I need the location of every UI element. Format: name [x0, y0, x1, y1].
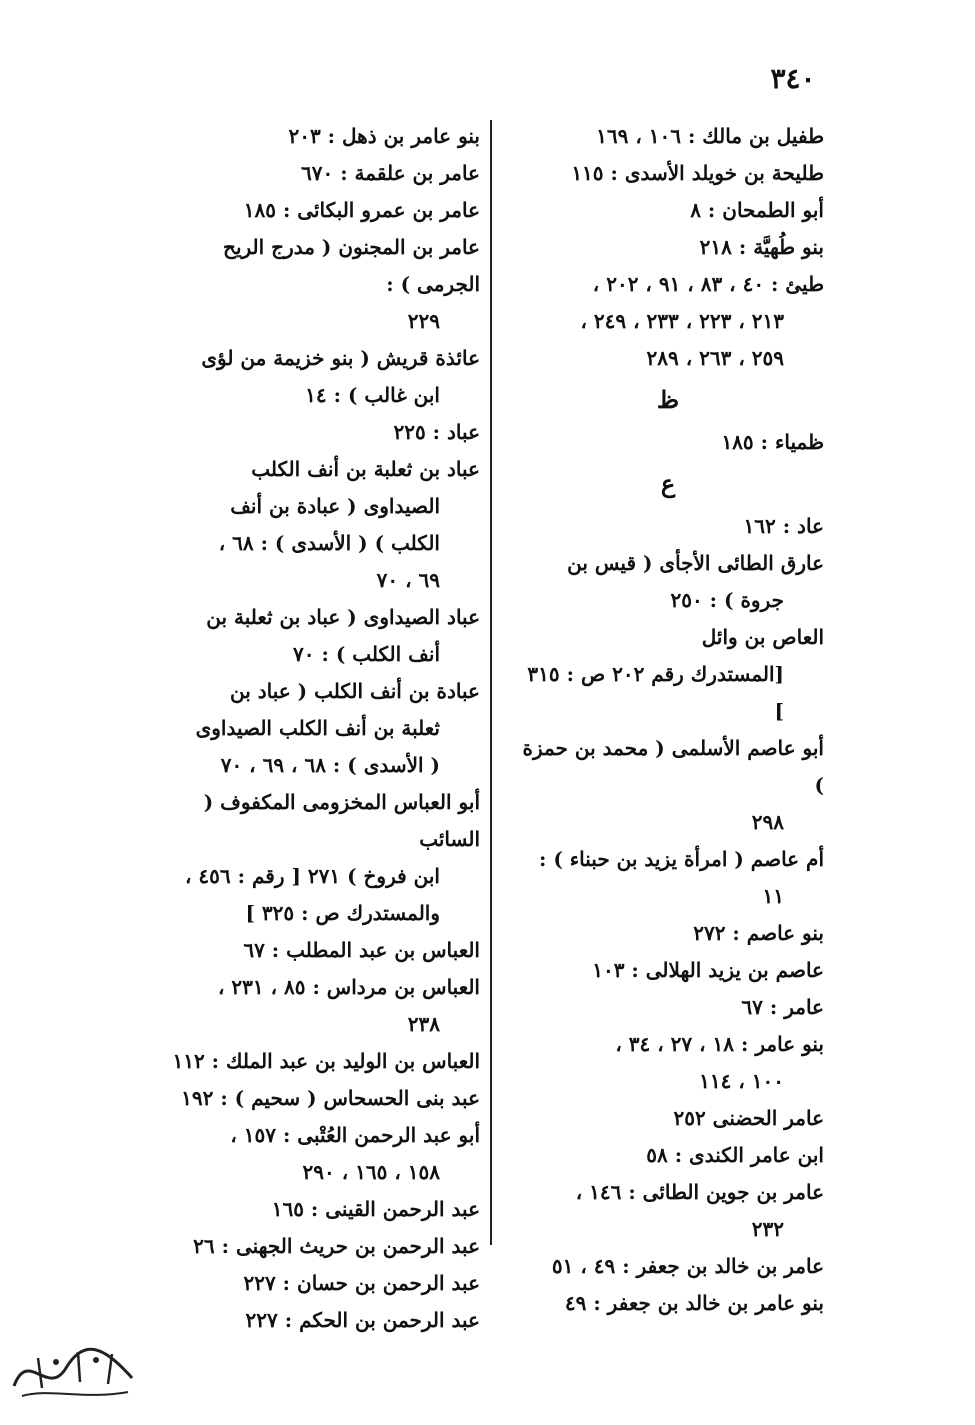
index-entry: [158, 1302, 480, 1339]
index-entry: [512, 1248, 824, 1285]
index-entry: [512, 730, 824, 841]
index-entry: [158, 192, 480, 229]
index-entry: [512, 989, 824, 1026]
index-entry: [158, 784, 480, 932]
index-entry-text: عبد الرحمن بن حسان : ٢٢٧: [243, 1271, 480, 1295]
index-entry-continuation: الصيداوى ( عبادة بن أنف: [230, 494, 440, 518]
index-entry-continuation: ٢٣٢: [751, 1217, 784, 1241]
index-entry-continuation: جروة ) : ٢٥٠: [670, 588, 784, 612]
index-entry-continuation: ٢٢٩: [407, 309, 440, 333]
index-entry-text: عباد : ٢٢٥: [393, 420, 480, 444]
index-entry-text: عباد بن ثعلبة بن أنف الكلب: [251, 457, 480, 481]
index-entry-continuation: [المستدرك رقم ٢٠٢ ص : ٣١٥ ]: [527, 662, 784, 723]
index-entry-continuation: أنف الكلب ) : ٧٠: [293, 642, 440, 666]
index-entry-text: عبادة بن أنف الكلب ( عباد بن: [229, 679, 480, 703]
index-entry: [158, 1191, 480, 1228]
index-entry: [158, 599, 480, 673]
index-entry: [158, 451, 480, 599]
index-entry: [512, 952, 824, 989]
index-entry-text: بنو طُهيَّة : ٢١٨: [699, 235, 824, 259]
index-entry: [512, 841, 824, 915]
index-entry-text: أبو الطمحان : ٨: [690, 198, 824, 222]
index-entry-continuation: ابن غالب ) : ١٤: [305, 383, 440, 407]
index-entry-continuation: ١١: [762, 884, 784, 908]
index-entry-text: أم عاصم ( امرأة يزيد بن حبناء ) :: [539, 847, 824, 871]
index-entry-text: عامر : ٦٧: [741, 995, 824, 1019]
index-entry-text: عبد الرحمن القينى : ١٦٥: [271, 1197, 480, 1221]
index-entry-text: طليحة بن خويلد الأسدى : ١١٥: [571, 161, 824, 185]
index-entry: [158, 1265, 480, 1302]
index-entry-text: عائذة قريش ( بنو خزيمة من لؤى: [201, 346, 480, 370]
index-entry-text: العباس بن عبد المطلب : ٦٧: [243, 938, 480, 962]
index-entry-text: ابن عامر الكندى : ٥٨: [646, 1143, 824, 1167]
index-entry: [512, 266, 824, 377]
left-index-column: [158, 118, 480, 1339]
index-entry-continuation: ٦٩ ، ٧٠: [376, 568, 440, 592]
index-entry: [158, 118, 480, 155]
index-entry-text: أبو العباس المخزومى المكفوف ( السائب: [203, 790, 480, 851]
index-entry: [158, 1043, 480, 1080]
index-entry: [158, 673, 480, 784]
calligraphy-stamp-logo: [8, 1338, 140, 1408]
index-entry-text: بنو عامر بن خالد بن جعفر : ٤٩: [564, 1291, 824, 1315]
index-entry-text: ظمياء : ١٨٥: [721, 430, 824, 454]
index-entry-text: طفيل بن مالك : ١٠٦ ، ١٦٩: [596, 124, 824, 148]
index-entry-text: عامر بن عمرو البكائى : ١٨٥: [243, 198, 480, 222]
index-entry-text: أبو عبد الرحمن العُتْبى : ١٥٧ ،: [230, 1123, 480, 1147]
index-entry-text: بنو عامر بن ذهل : ٢٠٣: [288, 124, 480, 148]
index-entry-continuation: ٢٣٨: [407, 1012, 440, 1036]
index-entry-text: العباس بن مرداس : ٨٥ ، ٢٣١ ،: [217, 975, 480, 999]
section-letter-heading: ظ: [656, 385, 680, 414]
index-entry: [158, 1080, 480, 1117]
index-entry: [512, 155, 824, 192]
index-entry-text: عامر بن جوين الطائى : ١٤٦ ،: [575, 1180, 824, 1204]
index-entry: [512, 1137, 824, 1174]
index-entry: [158, 1117, 480, 1191]
index-entry: [158, 229, 480, 340]
index-entry: [512, 619, 824, 730]
index-entry: [512, 1285, 824, 1322]
index-entry: [512, 508, 824, 545]
index-entry-continuation: ١٥٨ ، ١٦٥ ، ٢٩٠: [302, 1160, 440, 1184]
index-entry-text: طيئ : ٤٠ ، ٨٣ ، ٩١ ، ٢٠٢ ،: [592, 272, 824, 296]
index-entry: [512, 424, 824, 461]
index-entry-continuation: ٢٩٨: [751, 810, 784, 834]
index-entry-text: عامر بن المجنون ( مدرج الريح الجرمى ) :: [223, 235, 480, 296]
index-entry: [512, 1100, 824, 1137]
index-entry-continuation: والمستدرك ص : ٣٢٥ ]: [245, 901, 440, 925]
index-entry-text: عاصم بن يزيد الهلالى : ١٠٣: [592, 958, 824, 982]
index-entry-text: عامر الحضنى ٢٥٢: [673, 1106, 824, 1130]
index-entry: [158, 969, 480, 1043]
index-entry-continuation: ثعلبة بن أنف الكلب الصيداوى: [195, 716, 440, 740]
index-entry-text: أبو عاصم الأسلمى ( محمد بن حمزة ): [522, 736, 824, 797]
index-entry: [158, 414, 480, 451]
index-entry-text: العباس بن الوليد بن عبد الملك : ١١٢: [172, 1049, 480, 1073]
page-number: ٣٤٠: [770, 62, 816, 95]
index-entry-text: عامر بن خالد بن جعفر : ٤٩ ، ٥١: [551, 1254, 824, 1278]
index-entry: [512, 915, 824, 952]
index-entry-continuation: ١٠٠ ، ١١٤: [699, 1069, 784, 1093]
index-entry: [158, 340, 480, 414]
index-entry: [512, 229, 824, 266]
column-divider: [490, 120, 492, 1245]
index-entry: [158, 155, 480, 192]
index-entry-continuation: ابن فروخ ) ٢٧١ [ رقم : ٤٥٦ ،: [185, 864, 440, 888]
index-entry-text: عبد الرحمن بن حريث الجهنى : ٢٦: [193, 1234, 480, 1258]
index-entry-text: بنو عامر : ١٨ ، ٢٧ ، ٣٤ ،: [615, 1032, 824, 1056]
right-index-column: [512, 118, 824, 1322]
index-entry-text: عبد الرحمن بن الحكم : ٢٢٧: [245, 1308, 480, 1332]
index-entry: [512, 192, 824, 229]
index-entry-text: العاص بن وائل: [701, 625, 824, 649]
index-entry-text: عباد الصيداوى ( عباد بن ثعلبة بن: [206, 605, 480, 629]
index-entry: [512, 1026, 824, 1100]
index-entry-continuation: الكلب ) ( الأسدى ) : ٦٨ ،: [218, 531, 440, 555]
index-entry-text: بنو عاصم : ٢٧٢: [693, 921, 824, 945]
index-entry-text: عاد : ١٦٢: [743, 514, 824, 538]
index-entry: [512, 118, 824, 155]
index-entry-continuation: ٢١٣ ، ٢٢٣ ، ٢٣٣ ، ٢٤٩ ،: [580, 309, 784, 333]
index-entry: [158, 1228, 480, 1265]
index-entry-text: عبد بنى الحسحاس ( سحيم ) : ١٩٢: [181, 1086, 480, 1110]
index-entry: [158, 932, 480, 969]
index-entry: [512, 545, 824, 619]
index-entry: [512, 1174, 824, 1248]
index-entry-text: عارق الطائى الأجأى ( قيس بن: [567, 551, 824, 575]
index-entry-continuation: ( الأسدى ) : ٦٨ ، ٦٩ ، ٧٠: [220, 753, 440, 777]
index-entry-text: عامر بن علقمة : ٦٧٠: [301, 161, 480, 185]
index-entry-continuation: ٢٥٩ ، ٢٦٣ ، ٢٨٩: [646, 346, 784, 370]
section-letter-heading: ع: [660, 469, 676, 498]
